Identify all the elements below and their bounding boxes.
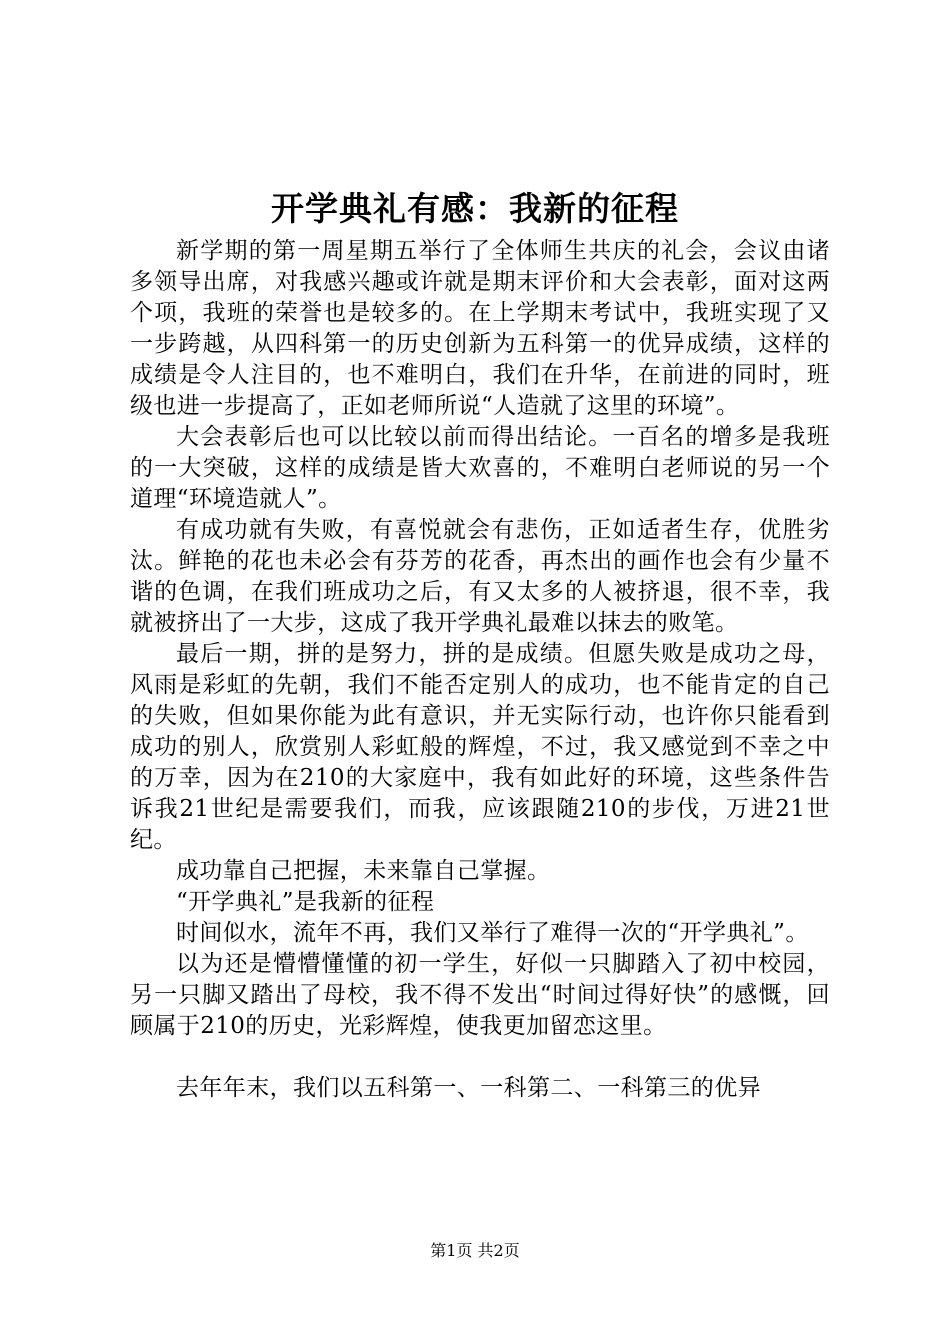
paragraph: 大会表彰后也可以比较以前而得出结论。一百名的增多是我班的一大突破，这样的成绩是皆大欢喜的，不难明白老师说的另一个道理“环境造就人”。 bbox=[130, 424, 830, 512]
paragraph: 新学期的第一周星期五举行了全体师生共庆的礼会，会议由诸多领导出席，对我感兴趣或许就是期末评价和大会表彰，面对这两个项，我班的荣誉也是较多的。在上学期末考试中，我班实现了又一步跨越，从四科第一的历史创新为五科第一的优异成绩，这样的成绩是令人注目的，也不难明白，我们在升华，在前进的同时，班级也进一步提高了，正如老师所说“人造就了这里的环境”。 bbox=[130, 238, 830, 419]
document-body bbox=[130, 236, 830, 1104]
paragraph: 最后一期，拼的是努力，拼的是成绩。但愿失败是成功之母，风雨是彩虹的先朝，我们不能否定别人的成功，也不能肯定的自己的失败，但如果你能为此有意识，并无实际行动，也许你只能看到成功的别人，欣赏别人彩虹般的辉煌，不过，我又感觉到不幸之中的万幸，因为在210的大家庭中，我有如此好的环境，这些条件告诉我21世纪是需要我们，而我，应该跟随210的步伐，万进21世纪。 bbox=[130, 641, 830, 853]
paragraph: 时间似水，流年不再，我们又举行了难得一次的“开学典礼”。 bbox=[176, 920, 809, 946]
paragraph: 有成功就有失败，有喜悦就会有悲伤，正如适者生存，优胜劣汰。鲜艳的花也未必会有芬芳的花香，再杰出的画作也会有少量不谐的色调，在我们班成功之后，有又太多的人被挤退，很不幸，我就被挤出了一大步，这成了我开学典礼最难以抹去的败笔。 bbox=[130, 517, 830, 636]
document-title: 开学典礼有感：我新的征程 bbox=[271, 189, 679, 228]
paragraph: 以为还是懵懵懂懂的初一学生，好似一只脚踏入了初中校园，另一只脚又踏出了母校，我不得不发出“时间过得好快”的感慨，回顾属于210的历史，光彩辉煌，使我更加留恋这里。 bbox=[130, 951, 830, 1039]
paragraph: 去年年末，我们以五科第一、一科第二、一科第三的优异 bbox=[176, 1075, 761, 1101]
section-heading: “开学典礼”是我新的征程 bbox=[176, 889, 435, 915]
page-footer: 第1页 共2页 bbox=[430, 1241, 520, 1260]
paragraph: 成功靠自己把握，未来靠自己掌握。 bbox=[176, 858, 551, 884]
